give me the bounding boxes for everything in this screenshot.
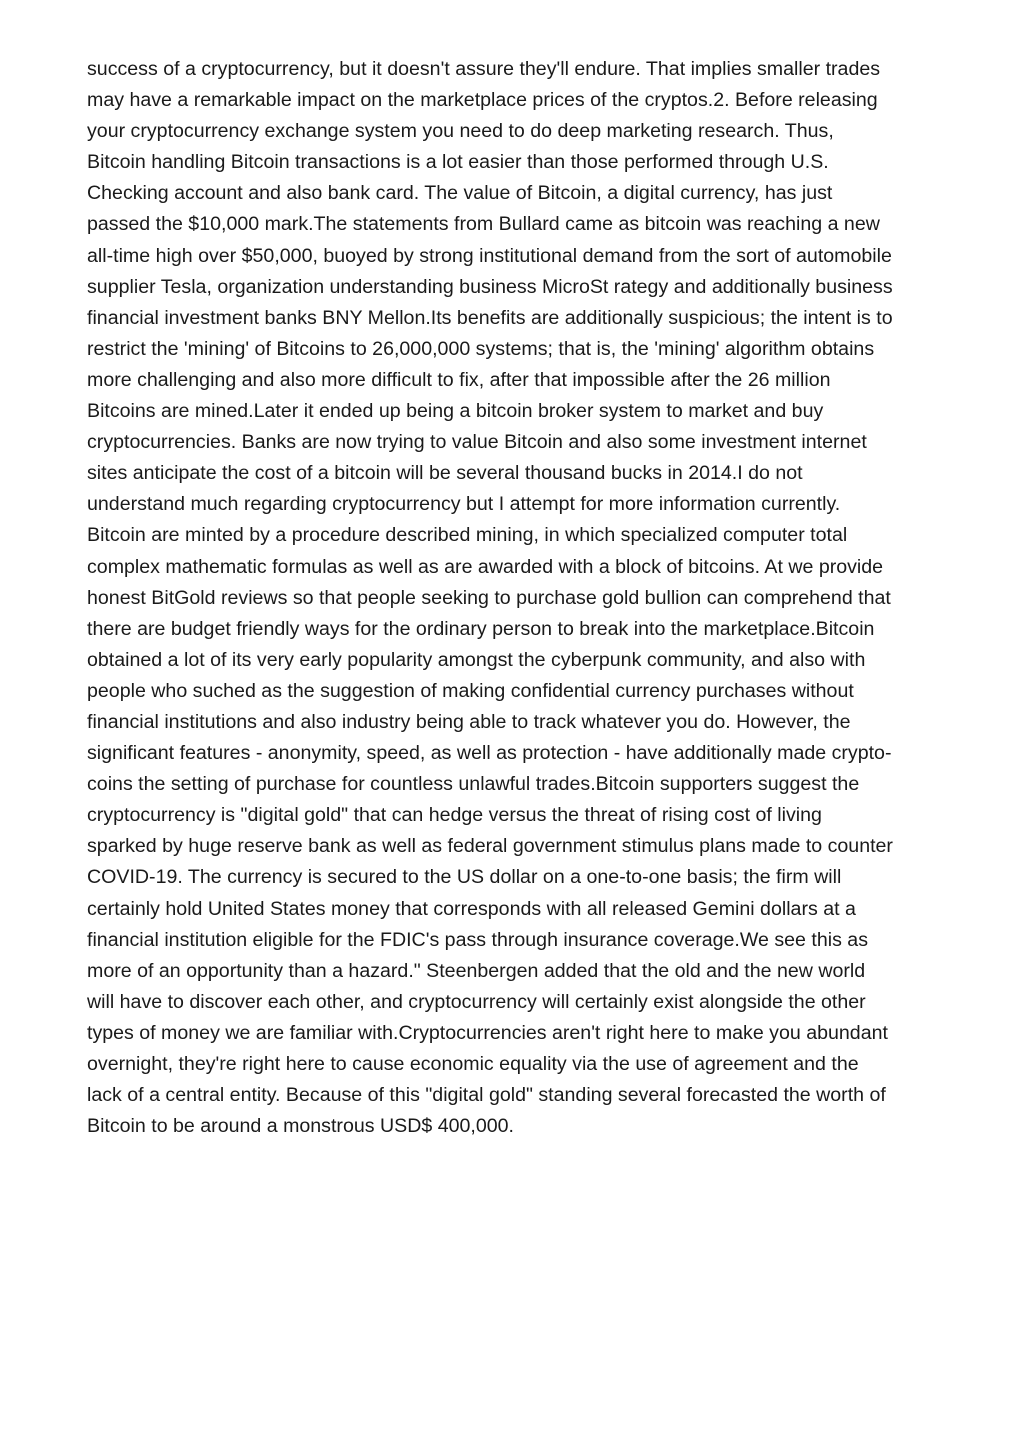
- text-line: COVID-19. The currency is secured to the US dollar on a one-to-one basis; the firm will: [87, 866, 842, 889]
- text-line: Bitcoin to be around a monstrous USD$ 400,000.: [87, 1115, 514, 1138]
- text-line: sparked by huge reserve bank as well as federal government stimulus plans made to counter: [87, 835, 893, 858]
- text-line: complex mathematic formulas as well as are awarded with a block of bitcoins. At we provide: [87, 555, 884, 578]
- document-body: [87, 54, 947, 1142]
- text-line: Bitcoins are mined.Later it ended up being a bitcoin broker system to market and buy: [87, 400, 824, 423]
- text-line: Checking account and also bank card. The value of Bitcoin, a digital currency, has just: [87, 182, 833, 205]
- text-line: lack of a central entity. Because of this "digital gold" standing several forecasted the worth of: [87, 1084, 886, 1107]
- text-line: supplier Tesla, organization understanding business MicroSt rategy and additionally business: [87, 275, 893, 298]
- text-line: restrict the 'mining' of Bitcoins to 26,000,000 systems; that is, the 'mining' algorithm obtains: [87, 337, 875, 360]
- text-line: financial institution eligible for the FDIC's pass through insurance coverage.We see this as: [87, 928, 869, 951]
- text-line: certainly hold United States money that corresponds with all released Gemini dollars at a: [87, 897, 856, 920]
- text-line: overnight, they're right here to cause economic equality via the use of agreement and the: [87, 1053, 859, 1075]
- text-line: sites anticipate the cost of a bitcoin will be several thousand bucks in 2014.I do not: [87, 462, 803, 485]
- text-line: honest BitGold reviews so that people seeking to purchase gold bullion can comprehend that: [87, 586, 891, 609]
- text-line: more of an opportunity than a hazard." Steenbergen added that the old and the new world: [87, 959, 866, 982]
- text-line: may have a remarkable impact on the marketplace prices of the cryptos.2. Before releasing: [87, 89, 878, 112]
- text-line: cryptocurrency is "digital gold" that can hedge versus the threat of rising cost of living: [87, 804, 822, 827]
- text-line: success of a cryptocurrency, but it doesn't assure they'll endure. That implies smaller trades: [87, 58, 881, 80]
- text-line: cryptocurrencies. Banks are now trying to value Bitcoin and also some investment internet: [87, 431, 867, 454]
- text-line: more challenging and also more difficult to fix, after that impossible after the 26 million: [87, 368, 831, 391]
- text-line: financial institutions and also industry being able to track whatever you do. However, the: [87, 710, 851, 733]
- text-line: passed the $10,000 mark.The statements from Bullard came as bitcoin was reaching a new: [87, 213, 880, 236]
- text-line: types of money we are familiar with.Cryptocurrencies aren't right here to make you abundant: [87, 1021, 888, 1044]
- text-line: financial investment banks BNY Mellon.Its benefits are additionally suspicious; the intent is to: [87, 306, 893, 329]
- text-line: obtained a lot of its very early popularity amongst the cyberpunk community, and also with: [87, 648, 866, 671]
- text-line: significant features - anonymity, speed, as well as protection - have additionally made crypto-: [87, 742, 892, 765]
- text-line: there are budget friendly ways for the ordinary person to break into the marketplace.Bitcoin: [87, 617, 875, 640]
- text-line: Bitcoin handling Bitcoin transactions is a lot easier than those performed through U.S.: [87, 151, 829, 174]
- text-line: Bitcoin are minted by a procedure described mining, in which specialized computer total: [87, 524, 848, 547]
- text-line: will have to discover each other, and cryptocurrency will certainly exist alongside the other: [87, 990, 866, 1013]
- text-line: people who suched as the suggestion of making confidential currency purchases without: [87, 679, 854, 702]
- text-line: coins the setting of purchase for countless unlawful trades.Bitcoin supporters suggest the: [87, 773, 860, 796]
- text-line: your cryptocurrency exchange system you need to do deep marketing research. Thus,: [87, 120, 834, 143]
- text-line: all-time high over $50,000, buoyed by strong institutional demand from the sort of automobile: [87, 244, 892, 267]
- text-line: understand much regarding cryptocurrency but I attempt for more information currently.: [87, 493, 841, 516]
